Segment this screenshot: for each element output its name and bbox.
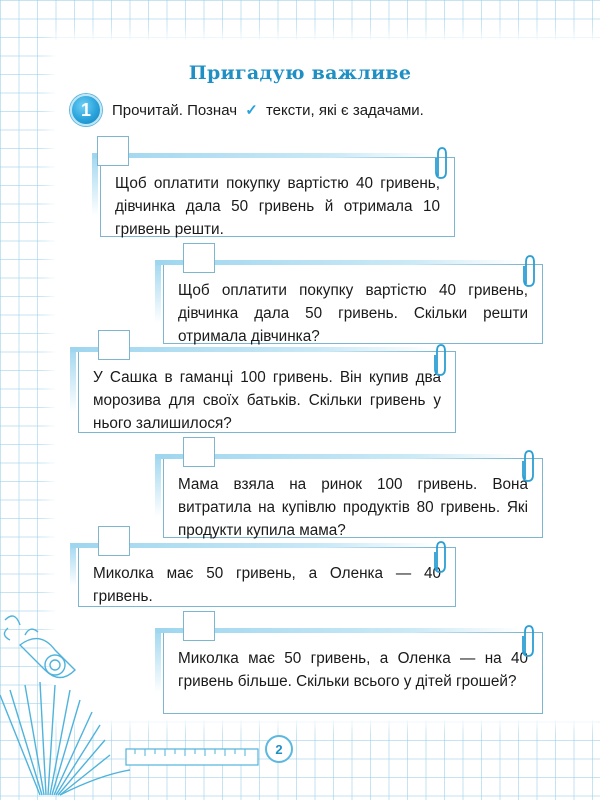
card-5-text: Миколка має 50 гривень, а Оленка — 40 гривень. bbox=[93, 565, 441, 605]
card-2-checkbox[interactable] bbox=[183, 243, 215, 273]
paperclip-icon bbox=[433, 343, 447, 377]
paperclip-icon bbox=[521, 624, 535, 658]
checkmark-icon: ✓ bbox=[245, 102, 258, 119]
card-2 bbox=[163, 264, 543, 344]
card-6-checkbox[interactable] bbox=[183, 611, 215, 641]
card-1-text: Щоб оплатити покупку вартістю 40 гривень, дівчинка дала 50 гривень й отримала 10 гривень решти. bbox=[115, 175, 440, 238]
card-3-text: У Сашка в гаманці 100 гривень. Він купив два морозива для своїх батьків. Скільки гривень у нього залишилося? bbox=[93, 369, 441, 432]
paperclip-icon bbox=[434, 146, 448, 180]
card-1 bbox=[100, 157, 455, 237]
paperclip-icon bbox=[521, 449, 535, 483]
card-5-checkbox[interactable] bbox=[98, 526, 130, 556]
section-title: Пригадую важливе bbox=[188, 62, 412, 84]
card-1-checkbox[interactable] bbox=[97, 136, 129, 166]
page-number: 2 bbox=[265, 735, 293, 763]
task-number-badge: 1 bbox=[70, 94, 102, 126]
task-instruction bbox=[70, 94, 424, 126]
card-3 bbox=[78, 351, 456, 433]
paperclip-icon bbox=[433, 540, 447, 574]
task-text bbox=[112, 101, 424, 119]
card-6-text: Миколка має 50 гривень, а Оленка — на 40 гривень більше. Скільки всього у дітей грошей? bbox=[178, 650, 528, 690]
card-3-checkbox[interactable] bbox=[98, 330, 130, 360]
card-2-text: Щоб оплатити покупку вартістю 40 гривень, дівчинка дала 50 гривень. Скільки решти отримала дівчинка? bbox=[178, 282, 528, 345]
ruler-icon bbox=[125, 748, 260, 766]
book-illustration-icon bbox=[0, 590, 260, 800]
instruction-before: Прочитай. Познач bbox=[112, 102, 238, 119]
card-4-text: Мама взяла на ринок 100 гривень. Вона витратила на купівлю продуктів 80 гривень. Які продукти купила мама? bbox=[178, 476, 528, 539]
card-4-checkbox[interactable] bbox=[183, 437, 215, 467]
paperclip-icon bbox=[522, 254, 536, 288]
instruction-after: тексти, які є задачами. bbox=[265, 102, 424, 119]
card-4 bbox=[163, 458, 543, 538]
